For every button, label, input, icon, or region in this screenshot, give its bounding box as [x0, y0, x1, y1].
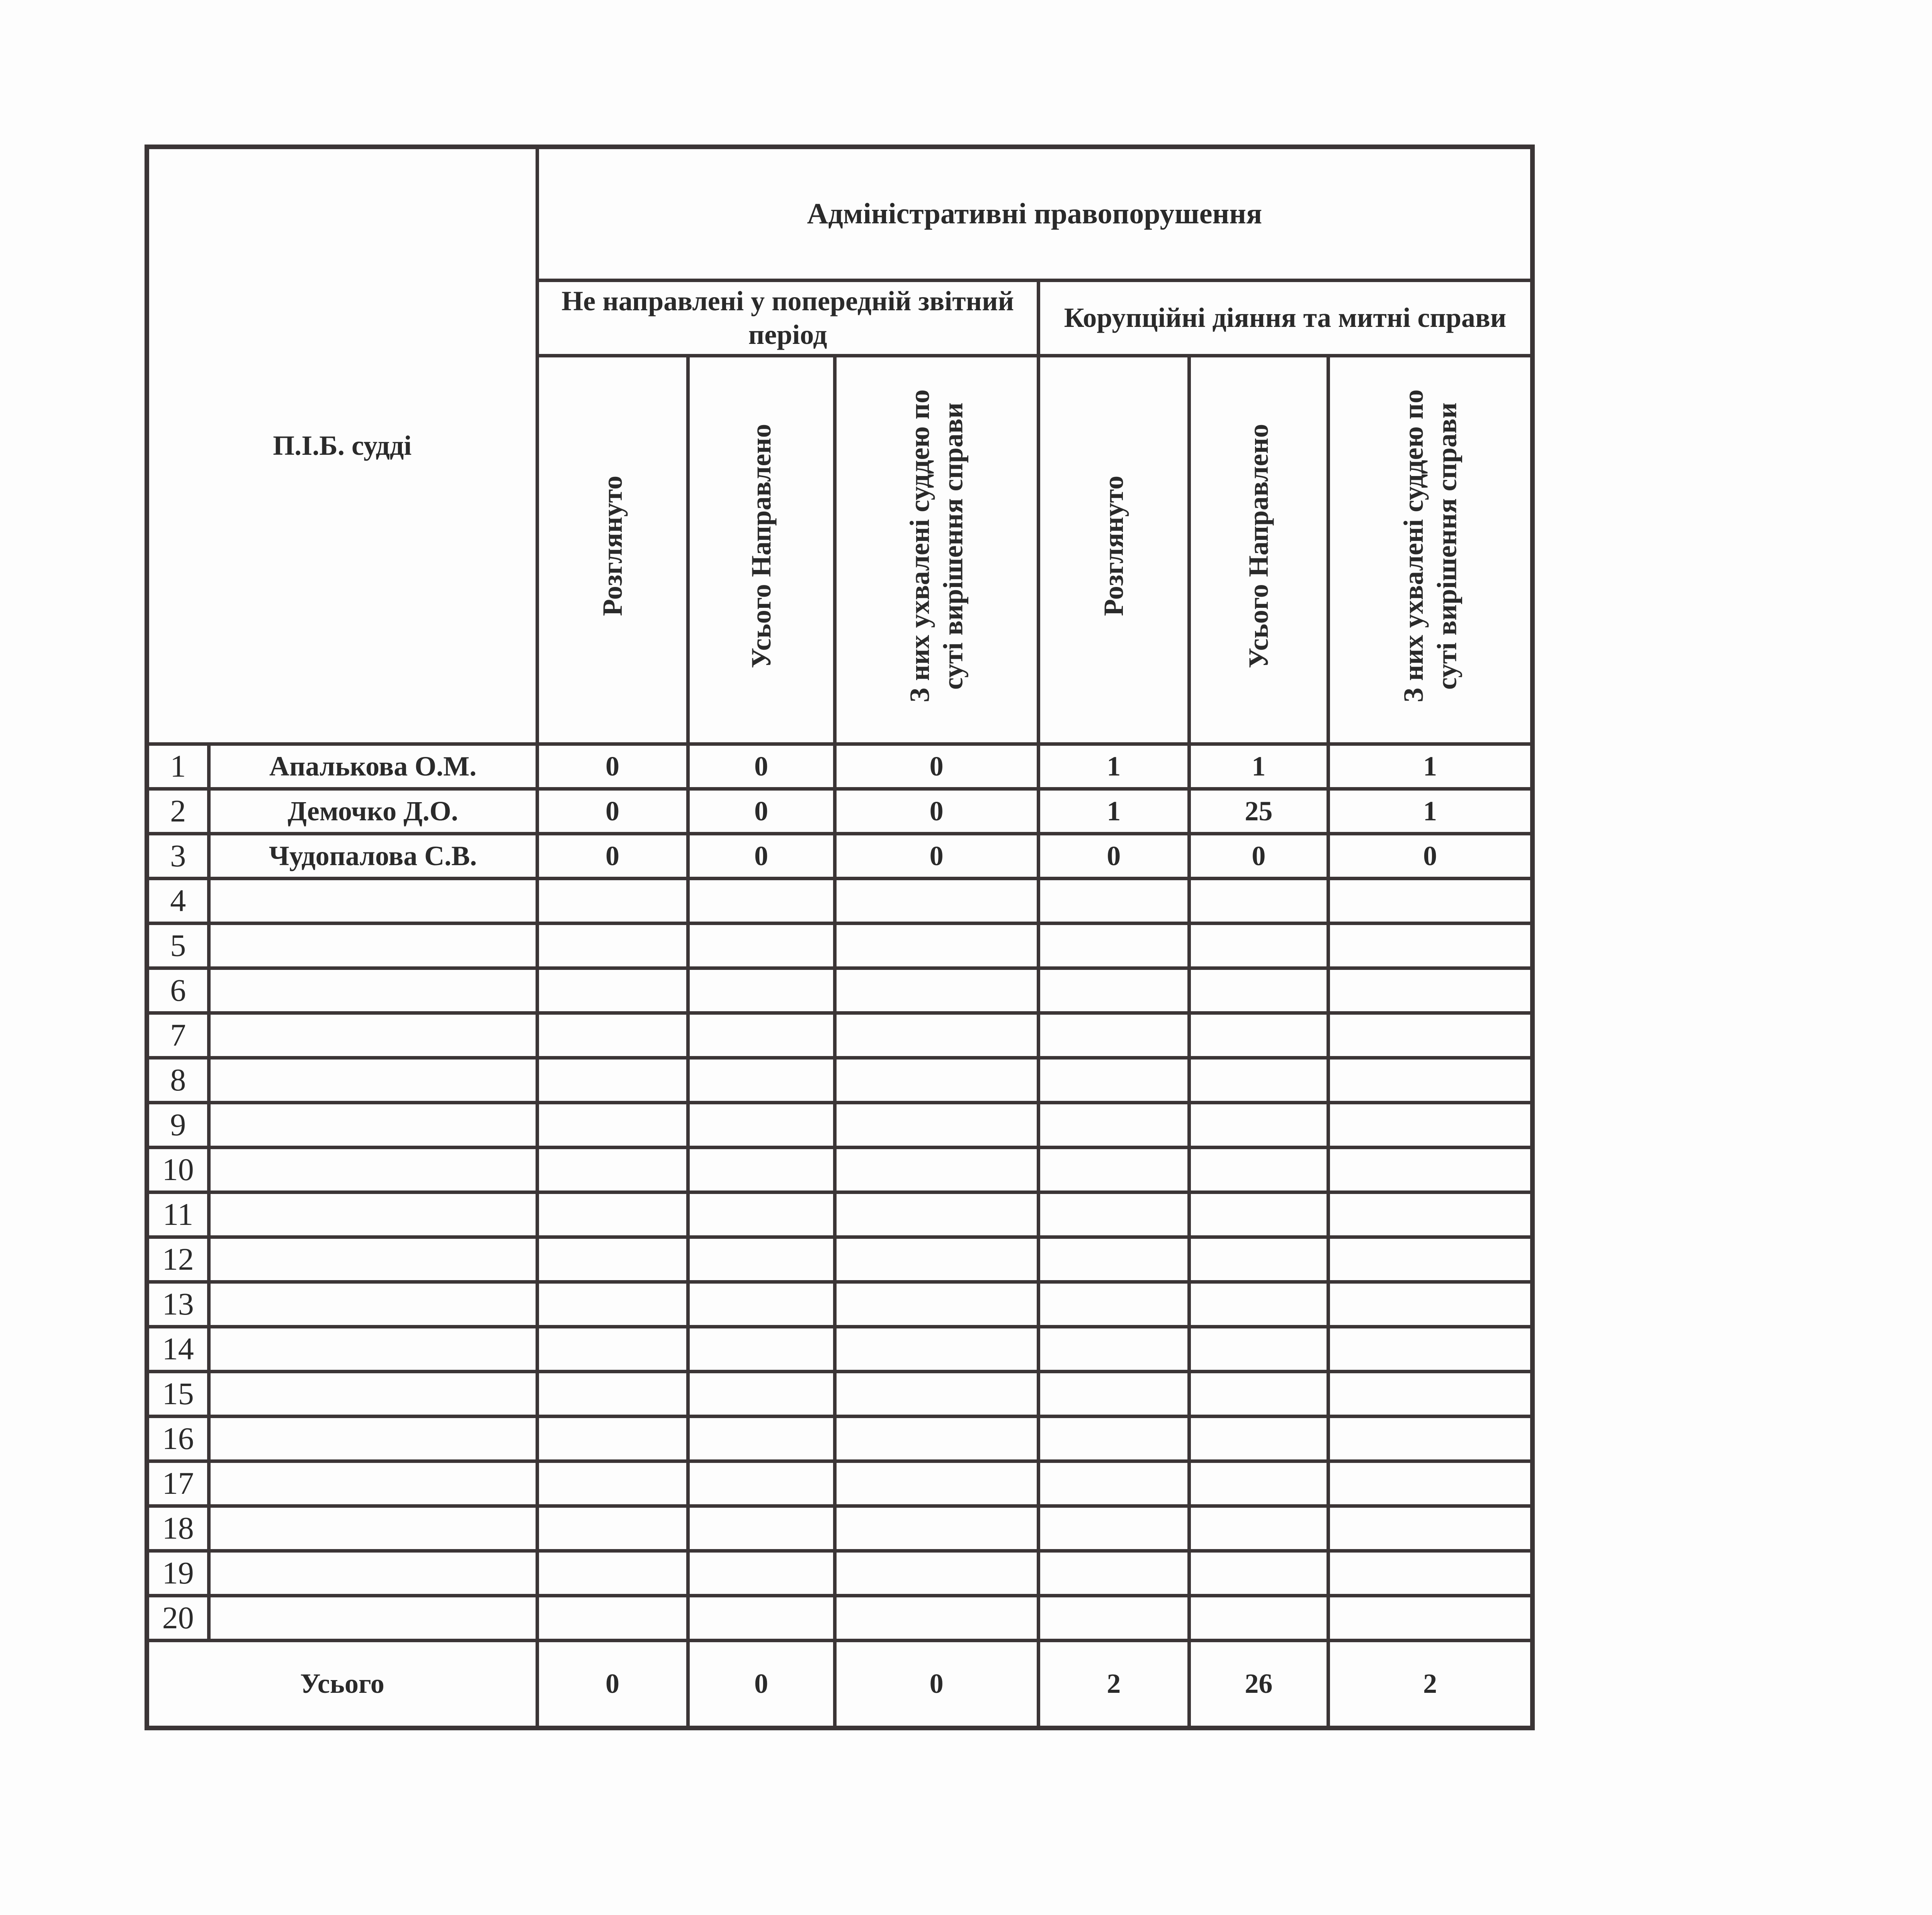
value-cell: 0 — [835, 833, 1038, 878]
row-number: 2 — [147, 789, 209, 833]
value-cell: 1 — [1328, 789, 1532, 833]
judge-name-cell: Апалькова О.М. — [209, 744, 537, 789]
total-value-cell: 2 — [1038, 1640, 1189, 1728]
value-cell — [537, 1551, 688, 1595]
table-row — [147, 878, 1532, 923]
value-cell — [688, 1461, 835, 1506]
table-row — [147, 1327, 1532, 1371]
judge-name-cell — [209, 1147, 537, 1192]
value-cell: 1 — [1038, 789, 1189, 833]
table-row — [147, 1595, 1532, 1640]
row-number: 4 — [147, 878, 209, 923]
value-cell — [835, 968, 1038, 1013]
total-value-cell: 2 — [1328, 1640, 1532, 1728]
value-cell: 1 — [1189, 744, 1328, 789]
value-cell — [1328, 1013, 1532, 1058]
value-cell — [537, 1058, 688, 1102]
table-row — [147, 1013, 1532, 1058]
value-cell: 0 — [1189, 833, 1328, 878]
value-cell — [1189, 878, 1328, 923]
column-header-3-text: З них ухвалені суддею по суті вирішення справи — [904, 389, 969, 702]
value-cell — [1038, 968, 1189, 1013]
value-cell — [1328, 1416, 1532, 1461]
value-cell — [1038, 1327, 1189, 1371]
column-header-4 — [1038, 355, 1189, 744]
value-cell — [1038, 1416, 1189, 1461]
column-header-5 — [1189, 355, 1328, 744]
value-cell — [1189, 1416, 1328, 1461]
column-header-5-text: Усього Направлено — [1243, 423, 1274, 668]
row-number: 18 — [147, 1506, 209, 1551]
value-cell — [835, 1551, 1038, 1595]
judge-name-cell — [209, 1192, 537, 1237]
subgroup-header-not-sent: Не направлені у попередній звітний період — [537, 280, 1038, 355]
value-cell — [1189, 923, 1328, 968]
value-cell — [537, 1327, 688, 1371]
value-cell — [688, 1237, 835, 1282]
row-number: 13 — [147, 1282, 209, 1327]
value-cell — [1189, 1282, 1328, 1327]
value-cell — [1189, 1506, 1328, 1551]
value-cell: 0 — [688, 833, 835, 878]
judge-name-cell — [209, 1371, 537, 1416]
value-cell: 0 — [1038, 833, 1189, 878]
value-cell — [1038, 1237, 1189, 1282]
value-cell: 1 — [1328, 744, 1532, 789]
value-cell — [537, 1461, 688, 1506]
row-number: 16 — [147, 1416, 209, 1461]
value-cell — [1038, 1506, 1189, 1551]
value-cell: 0 — [835, 789, 1038, 833]
value-cell — [537, 1013, 688, 1058]
value-cell: 1 — [1038, 744, 1189, 789]
value-cell — [1038, 1147, 1189, 1192]
value-cell — [1189, 1237, 1328, 1282]
row-number: 15 — [147, 1371, 209, 1416]
judge-name-cell — [209, 1102, 537, 1147]
value-cell — [1328, 968, 1532, 1013]
value-cell — [688, 1327, 835, 1371]
value-cell — [688, 1102, 835, 1147]
value-cell — [1328, 1327, 1532, 1371]
report-table — [145, 145, 1535, 1730]
value-cell — [1328, 878, 1532, 923]
group-title-header: Адміністративні правопорушення — [537, 147, 1532, 280]
judge-name-cell — [209, 923, 537, 968]
column-header-4-text: Розглянуто — [1098, 476, 1129, 616]
value-cell — [688, 1551, 835, 1595]
value-cell — [1328, 1461, 1532, 1506]
table-row — [147, 1147, 1532, 1192]
column-header-3 — [835, 355, 1038, 744]
value-cell — [1189, 1147, 1328, 1192]
value-cell — [1189, 1102, 1328, 1147]
row-number: 5 — [147, 923, 209, 968]
value-cell — [835, 923, 1038, 968]
judge-name-cell — [209, 1416, 537, 1461]
value-cell — [835, 1058, 1038, 1102]
column-header-6-text: З них ухвалені суддею по суті вирішення справи — [1398, 389, 1463, 702]
value-cell — [1328, 1506, 1532, 1551]
value-cell — [835, 1506, 1038, 1551]
value-cell: 0 — [688, 789, 835, 833]
value-cell — [1189, 1595, 1328, 1640]
value-cell — [537, 968, 688, 1013]
value-cell — [537, 878, 688, 923]
value-cell — [835, 1371, 1038, 1416]
value-cell — [537, 1595, 688, 1640]
value-cell — [537, 1282, 688, 1327]
value-cell — [835, 1282, 1038, 1327]
value-cell — [1328, 1551, 1532, 1595]
value-cell: 25 — [1189, 789, 1328, 833]
value-cell — [1328, 1282, 1532, 1327]
value-cell — [688, 878, 835, 923]
value-cell — [1038, 1461, 1189, 1506]
value-cell — [537, 1147, 688, 1192]
value-cell — [537, 1192, 688, 1237]
column-header-1-text: Розглянуто — [597, 476, 628, 616]
total-label: Усього — [147, 1640, 537, 1728]
value-cell — [1189, 1461, 1328, 1506]
table-row — [147, 1192, 1532, 1237]
value-cell — [1328, 1058, 1532, 1102]
row-number: 14 — [147, 1327, 209, 1371]
judge-name-cell — [209, 1551, 537, 1595]
value-cell — [835, 1461, 1038, 1506]
value-cell — [1328, 1237, 1532, 1282]
table-row — [147, 789, 1532, 833]
value-cell — [835, 1147, 1038, 1192]
value-cell — [688, 1506, 835, 1551]
judge-name-cell — [209, 1058, 537, 1102]
value-cell — [1189, 1327, 1328, 1371]
judge-name-cell — [209, 1595, 537, 1640]
value-cell — [1328, 923, 1532, 968]
value-cell — [835, 1595, 1038, 1640]
judge-name-cell — [209, 1327, 537, 1371]
column-header-2-text: Усього Направлено — [745, 423, 777, 668]
table-row — [147, 968, 1532, 1013]
value-cell — [1038, 1371, 1189, 1416]
judge-name-cell — [209, 968, 537, 1013]
value-cell: 0 — [688, 744, 835, 789]
value-cell — [1328, 1102, 1532, 1147]
value-cell — [1038, 878, 1189, 923]
value-cell: 0 — [537, 789, 688, 833]
table-row — [147, 1058, 1532, 1102]
value-cell: 0 — [537, 744, 688, 789]
judge-name-cell — [209, 1237, 537, 1282]
value-cell — [1038, 1102, 1189, 1147]
row-number: 7 — [147, 1013, 209, 1058]
judge-name-cell — [209, 1506, 537, 1551]
value-cell — [1189, 1013, 1328, 1058]
value-cell — [1189, 1192, 1328, 1237]
column-header-6 — [1328, 355, 1532, 744]
value-cell — [1189, 1371, 1328, 1416]
table-row — [147, 923, 1532, 968]
value-cell — [835, 878, 1038, 923]
value-cell — [1328, 1595, 1532, 1640]
value-cell — [835, 1192, 1038, 1237]
table-row — [147, 1371, 1532, 1416]
value-cell — [1328, 1371, 1532, 1416]
value-cell — [835, 1237, 1038, 1282]
value-cell — [1328, 1192, 1532, 1237]
table-row — [147, 1461, 1532, 1506]
value-cell — [835, 1327, 1038, 1371]
value-cell — [688, 1282, 835, 1327]
value-cell — [688, 1371, 835, 1416]
row-number: 11 — [147, 1192, 209, 1237]
table-row — [147, 744, 1532, 789]
value-cell — [537, 1506, 688, 1551]
value-cell — [835, 1013, 1038, 1058]
row-number: 20 — [147, 1595, 209, 1640]
value-cell — [1189, 968, 1328, 1013]
total-value-cell: 0 — [835, 1640, 1038, 1728]
judge-name-header: П.І.Б. судді — [147, 147, 537, 744]
column-header-2 — [688, 355, 835, 744]
table-row — [147, 1506, 1532, 1551]
value-cell — [537, 1371, 688, 1416]
row-number: 9 — [147, 1102, 209, 1147]
value-cell — [688, 923, 835, 968]
judge-name-cell: Демочко Д.О. — [209, 789, 537, 833]
judge-name-cell — [209, 1282, 537, 1327]
table-row — [147, 833, 1532, 878]
subgroup-header-corruption: Корупційні діяння та митні справи — [1038, 280, 1532, 355]
judge-name-cell: Чудопалова С.В. — [209, 833, 537, 878]
value-cell — [537, 923, 688, 968]
row-number: 17 — [147, 1461, 209, 1506]
column-header-1 — [537, 355, 688, 744]
row-number: 6 — [147, 968, 209, 1013]
table-row — [147, 1282, 1532, 1327]
value-cell — [835, 1102, 1038, 1147]
value-cell — [537, 1102, 688, 1147]
row-number: 3 — [147, 833, 209, 878]
row-number: 8 — [147, 1058, 209, 1102]
value-cell — [537, 1416, 688, 1461]
value-cell — [1189, 1551, 1328, 1595]
value-cell — [1038, 1192, 1189, 1237]
table-row — [147, 1102, 1532, 1147]
value-cell — [1038, 1058, 1189, 1102]
value-cell — [1038, 1282, 1189, 1327]
value-cell — [688, 1192, 835, 1237]
value-cell: 0 — [835, 744, 1038, 789]
value-cell — [1189, 1058, 1328, 1102]
judge-name-cell — [209, 1013, 537, 1058]
value-cell: 0 — [1328, 833, 1532, 878]
value-cell — [835, 1416, 1038, 1461]
value-cell — [688, 1058, 835, 1102]
judge-name-cell — [209, 878, 537, 923]
judge-name-cell — [209, 1461, 537, 1506]
total-value-cell: 0 — [537, 1640, 688, 1728]
value-cell — [1038, 1595, 1189, 1640]
value-cell — [688, 968, 835, 1013]
table-row — [147, 1551, 1532, 1595]
row-number: 10 — [147, 1147, 209, 1192]
value-cell — [688, 1595, 835, 1640]
table-row — [147, 1416, 1532, 1461]
value-cell — [688, 1416, 835, 1461]
row-number: 19 — [147, 1551, 209, 1595]
value-cell — [688, 1013, 835, 1058]
table-row — [147, 1237, 1532, 1282]
total-value-cell: 26 — [1189, 1640, 1328, 1728]
total-value-cell: 0 — [688, 1640, 835, 1728]
value-cell — [1038, 923, 1189, 968]
value-cell — [1038, 1013, 1189, 1058]
value-cell — [688, 1147, 835, 1192]
value-cell — [1038, 1551, 1189, 1595]
value-cell — [537, 1237, 688, 1282]
row-number: 1 — [147, 744, 209, 789]
row-number: 12 — [147, 1237, 209, 1282]
total-row — [147, 1640, 1532, 1728]
value-cell: 0 — [537, 833, 688, 878]
value-cell — [1328, 1147, 1532, 1192]
